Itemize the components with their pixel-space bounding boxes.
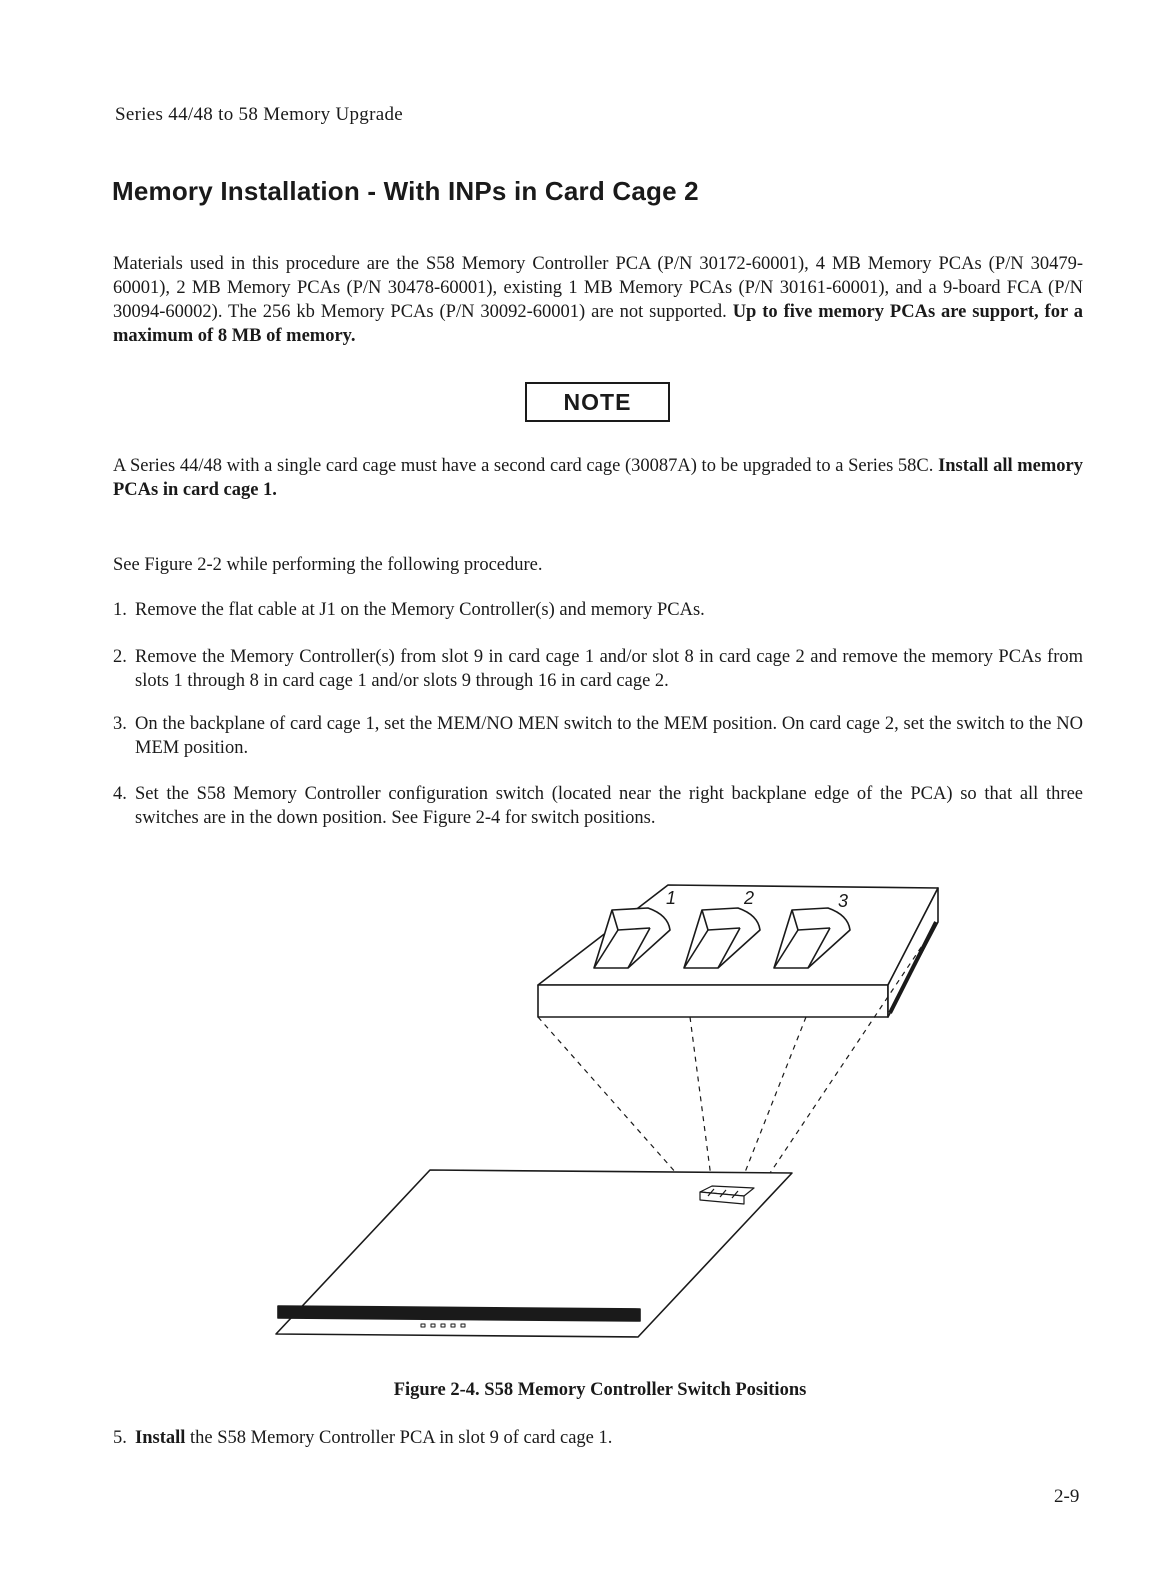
running-header: Series 44/48 to 58 Memory Upgrade bbox=[115, 104, 403, 125]
page-number: 2-9 bbox=[1054, 1486, 1080, 1507]
see-figure-text: See Figure 2-2 while performing the following procedure. bbox=[113, 555, 543, 575]
step-text: Set the S58 Memory Controller configuration switch (located near the right backplane edge of the PCA) so that all three switches are in the down position. See Figure 2-4 for switch positions. bbox=[135, 784, 1083, 828]
step-5-bold: Install bbox=[135, 1428, 186, 1448]
note-bold-text: Install all memory PCAs in card cage 1. bbox=[113, 456, 1084, 500]
note-label: NOTE bbox=[525, 382, 670, 422]
step-5-text bbox=[135, 1426, 1083, 1450]
step-5 bbox=[113, 1426, 1083, 1450]
board-edge-connector bbox=[278, 1306, 640, 1321]
intro-bold-text: Up to five memory PCAs are support, for a maximum of 8 MB of memory. bbox=[113, 302, 1083, 346]
step-number: 5. bbox=[113, 1428, 127, 1448]
step-5-body: the S58 Memory Controller PCA in slot 9 of card cage 1. bbox=[190, 1428, 613, 1448]
step-number: 2. bbox=[113, 647, 127, 667]
switch-label-2: 2 bbox=[744, 888, 755, 908]
figure-caption: Figure 2-4. S58 Memory Controller Switch Positions bbox=[393, 1380, 807, 1400]
switch-label-3: 3 bbox=[838, 891, 849, 911]
switch-label-1: 1 bbox=[666, 888, 677, 908]
step-number: 1. bbox=[113, 600, 127, 620]
note-text: A Series 44/48 with a single card cage must have a second card cage (30087A) to be upgraded to a Series 58C. bbox=[113, 456, 934, 476]
switch-block-front bbox=[538, 985, 888, 1017]
intro-text: Materials used in this procedure are the S58 Memory Controller PCA (P/N 30172-60001), 4 MB Memory PCAs (P/N 30479-60001), 2 MB Memory PCAs (P/N 30478-60001), existing 1 MB Memory PCAs (P/N 30161-60001), and a 9-board FCA (P/N 30094-60002). The 256 kb Memory PCAs (P/N 30092-60001) are not supported. bbox=[113, 254, 1083, 322]
step-number: 4. bbox=[113, 784, 127, 804]
section-title: Memory Installation - With INPs in Card Cage 2 bbox=[112, 176, 699, 206]
step-number: 3. bbox=[113, 714, 127, 734]
step-text: Remove the Memory Controller(s) from slot 9 in card cage 1 and/or slot 8 in card cage 2 and remove the memory PCAs from slots 1 through 8 in card cage 1 and/or slots 9 through 16 in card cage 2. bbox=[135, 647, 1083, 691]
step-text: On the backplane of card cage 1, set the MEM/NO MEN switch to the MEM position. On card cage 2, set the switch to the NO MEM position. bbox=[135, 714, 1083, 758]
step-text: Remove the flat cable at J1 on the Memory Controller(s) and memory PCAs. bbox=[135, 600, 705, 620]
